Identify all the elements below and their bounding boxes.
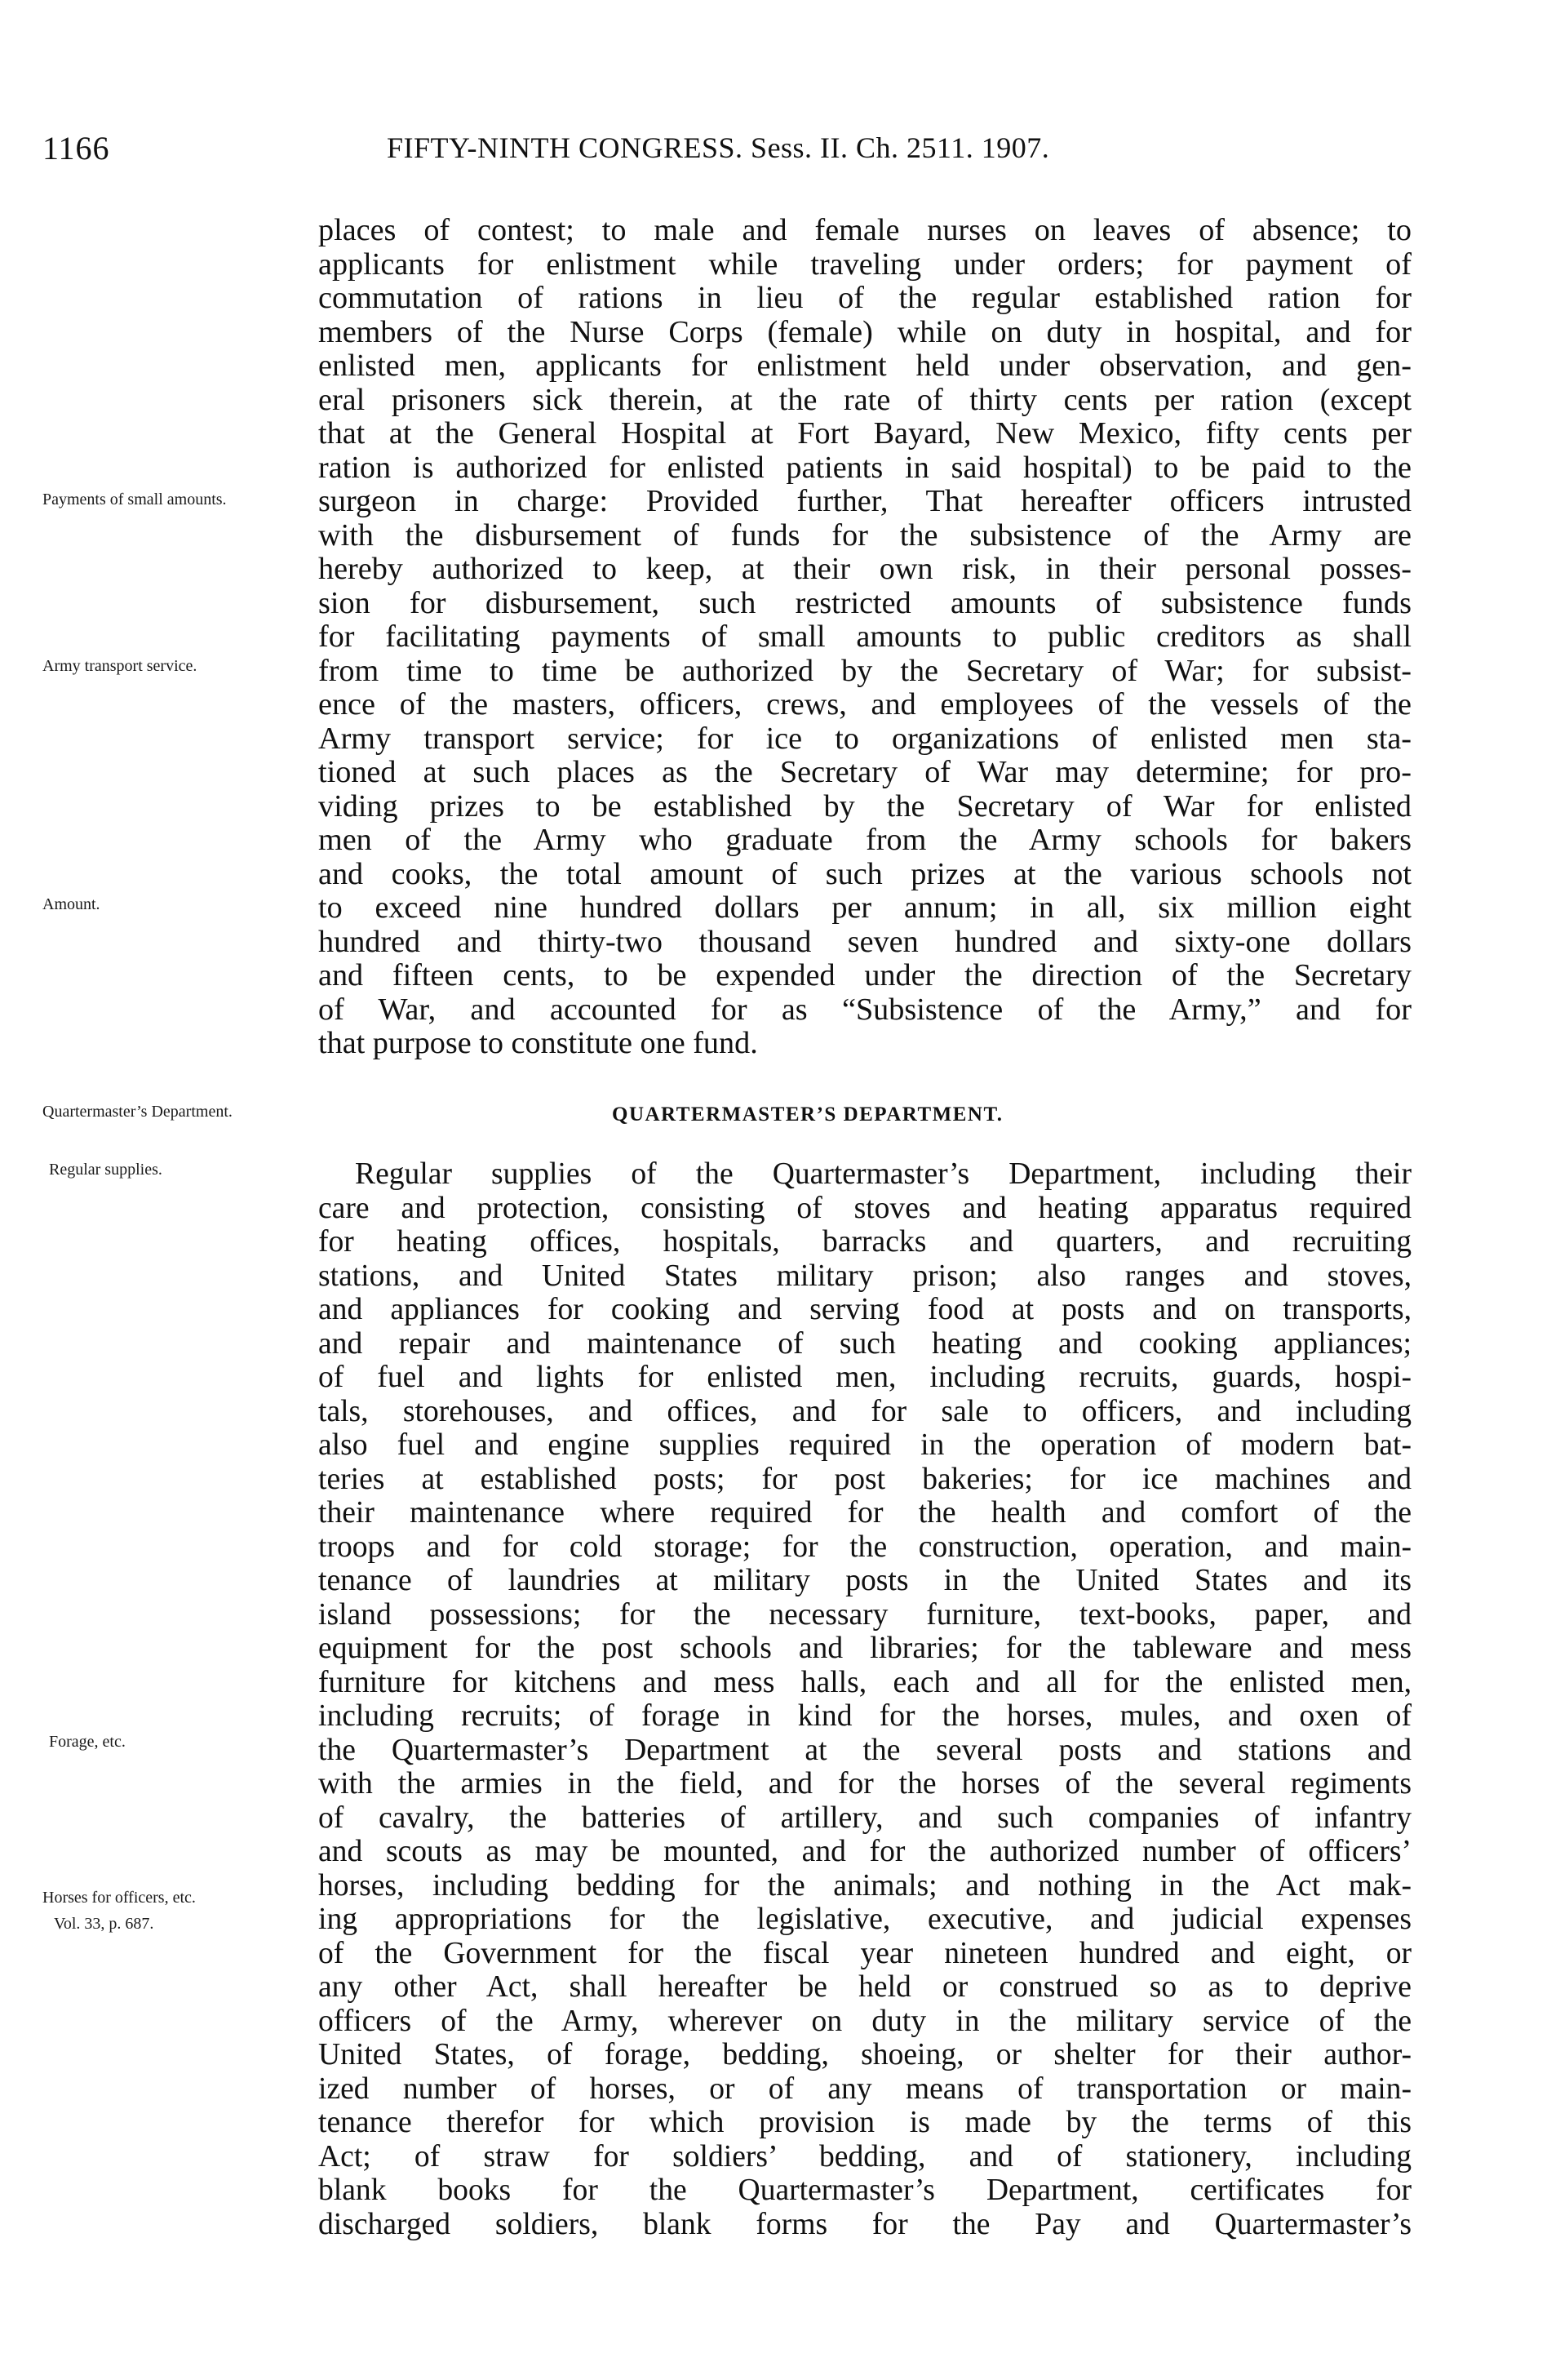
text-line: the Quartermaster’s Department at the several posts and stations and: [318, 1733, 1412, 1767]
text-line: of fuel and lights for enlisted men, including recruits, guards, hospi-: [318, 1361, 1412, 1394]
text-line: troops and for cold storage; for the construction, operation, and main-: [318, 1530, 1412, 1564]
page-number: 1166: [42, 130, 110, 167]
text-line: teries at established posts; for post bakeries; for ice machines and: [318, 1462, 1412, 1496]
margin-note-volume-reference: Vol. 33, p. 687.: [54, 1915, 154, 1933]
margin-note-army-transport: Army transport service.: [42, 657, 197, 675]
text-line: sion for disbursement, such restricted amounts of subsistence funds: [318, 586, 1412, 620]
text-line: members of the Nurse Corps (female) while on duty in hospital, and for: [318, 315, 1412, 349]
text-line: care and protection, consisting of stoves and heating apparatus required: [318, 1191, 1412, 1225]
text-line: Regular supplies of the Quartermaster’s Department, including their: [355, 1157, 1412, 1191]
text-line: applicants for enlistment while traveling under orders; for payment of: [318, 247, 1412, 282]
section-heading: QUARTERMASTER’S DEPARTMENT.: [612, 1103, 1004, 1126]
text-line: men of the Army who graduate from the Army schools for bakers: [318, 824, 1412, 857]
text-line: for facilitating payments of small amounts to public creditors as shall: [318, 620, 1412, 654]
text-line: horses, including bedding for the animals; and nothing in the Act mak-: [318, 1868, 1412, 1903]
text-line: tenance therefor for which provision is made by the terms of this: [318, 2106, 1412, 2139]
text-line: equipment for the post schools and libraries; for the tableware and mess: [318, 1632, 1412, 1665]
margin-note-forage: Forage, etc.: [49, 1733, 126, 1751]
text-line: with the armies in the field, and for the horses of the several regiments: [318, 1767, 1412, 1801]
text-line: furniture for kitchens and mess halls, each and all for the enlisted men,: [318, 1665, 1412, 1699]
text-line: from time to time be authorized by the Secretary of War; for subsist-: [318, 654, 1412, 688]
text-line: any other Act, shall hereafter be held or construed so as to deprive: [318, 1970, 1412, 2004]
margin-note-amount: Amount.: [42, 895, 100, 913]
text-line: United States, of forage, bedding, shoeing, or shelter for their author-: [318, 2038, 1412, 2071]
margin-note-regular-supplies: Regular supplies.: [49, 1161, 162, 1179]
text-line: Army transport service; for ice to organizations of enlisted men sta-: [318, 722, 1412, 756]
text-line: eral prisoners sick therein, at the rate of thirty cents per ration (except: [318, 383, 1412, 417]
text-line: with the disbursement of funds for the subsistence of the Army are: [318, 518, 1412, 553]
text-line: of War, and accounted for as “Subsistence of the Army,” and for: [318, 992, 1412, 1027]
text-line: commutation of rations in lieu of the regular established ration for: [318, 282, 1412, 315]
text-line: island possessions; for the necessary furniture, text-books, paper, and: [318, 1597, 1412, 1632]
text-line: to exceed nine hundred dollars per annum; in all, six million eight: [318, 891, 1412, 925]
text-line: tenance of laundries at military posts in the United States and its: [318, 1564, 1412, 1597]
text-line: including recruits; of forage in kind for the horses, mules, and oxen of: [318, 1699, 1412, 1733]
text-line: that purpose to constitute one fund.: [318, 1027, 758, 1060]
text-line: ing appropriations for the legislative, executive, and judicial expenses: [318, 1903, 1412, 1936]
text-line: tioned at such places as the Secretary of War may determine; for pro-: [318, 756, 1412, 789]
text-line: ence of the masters, officers, crews, and employees of the vessels of the: [318, 688, 1412, 722]
text-line: and repair and maintenance of such heating and cooking appliances;: [318, 1326, 1412, 1361]
text-line: enlisted men, applicants for enlistment held under observation, and gen-: [318, 349, 1412, 383]
margin-note-payments: Payments of small amounts.: [42, 491, 227, 508]
text-line: discharged soldiers, blank forms for the Pay and Quartermaster’s: [318, 2207, 1412, 2241]
text-line: also fuel and engine supplies required in the operation of modern bat-: [318, 1428, 1412, 1462]
text-line: places of contest; to male and female nurses on leaves of absence; to: [318, 214, 1412, 247]
text-line: hundred and thirty-two thousand seven hundred and sixty-one dollars: [318, 925, 1412, 959]
text-line: stations, and United States military prison; also ranges and stoves,: [318, 1259, 1412, 1293]
text-line: blank books for the Quartermaster’s Department, certificates for: [318, 2174, 1412, 2207]
text-line: of the Government for the fiscal year nineteen hundred and eight, or: [318, 1936, 1412, 1970]
text-line: for heating offices, hospitals, barracks and quarters, and recruiting: [318, 1225, 1412, 1259]
running-header: [42, 129, 1430, 178]
text-line: ized number of horses, or of any means of transportation or main-: [318, 2071, 1412, 2106]
text-line: that at the General Hospital at Fort Bayard, New Mexico, fifty cents per: [318, 417, 1412, 451]
text-line: tals, storehouses, and offices, and for sale to officers, and including: [318, 1394, 1412, 1428]
text-line: of cavalry, the batteries of artillery, and such companies of infantry: [318, 1801, 1412, 1835]
text-line: surgeon in charge: Provided further, That hereafter officers intrusted: [318, 485, 1412, 518]
paragraph-subsistence: [318, 214, 1412, 1061]
text-line: viding prizes to be established by the Secretary of War for enlisted: [318, 789, 1412, 824]
text-line: hereby authorized to keep, at their own risk, in their personal posses-: [318, 553, 1412, 586]
paragraph-regular-supplies: [318, 1157, 1412, 2241]
margin-note-horses: Horses for officers, etc.: [42, 1889, 196, 1907]
text-line: and cooks, the total amount of such prizes at the various schools not: [318, 857, 1412, 891]
text-line: and scouts as may be mounted, and for the authorized number of officers’: [318, 1835, 1412, 1868]
text-line: and fifteen cents, to be expended under the direction of the Secretary: [318, 959, 1412, 992]
margin-note-quartermaster: Quartermaster’s Department.: [42, 1103, 233, 1121]
running-title: FIFTY-NINTH CONGRESS. Sess. II. Ch. 2511. 1907.: [387, 131, 1050, 164]
text-line: officers of the Army, wherever on duty in the military service of the: [318, 2004, 1412, 2038]
text-line: Act; of straw for soldiers’ bedding, and of stationery, including: [318, 2139, 1412, 2174]
text-line: and appliances for cooking and serving food at posts and on transports,: [318, 1293, 1412, 1326]
text-line: ration is authorized for enlisted patients in said hospital) to be paid to the: [318, 451, 1412, 485]
text-line: their maintenance where required for the health and comfort of the: [318, 1496, 1412, 1530]
